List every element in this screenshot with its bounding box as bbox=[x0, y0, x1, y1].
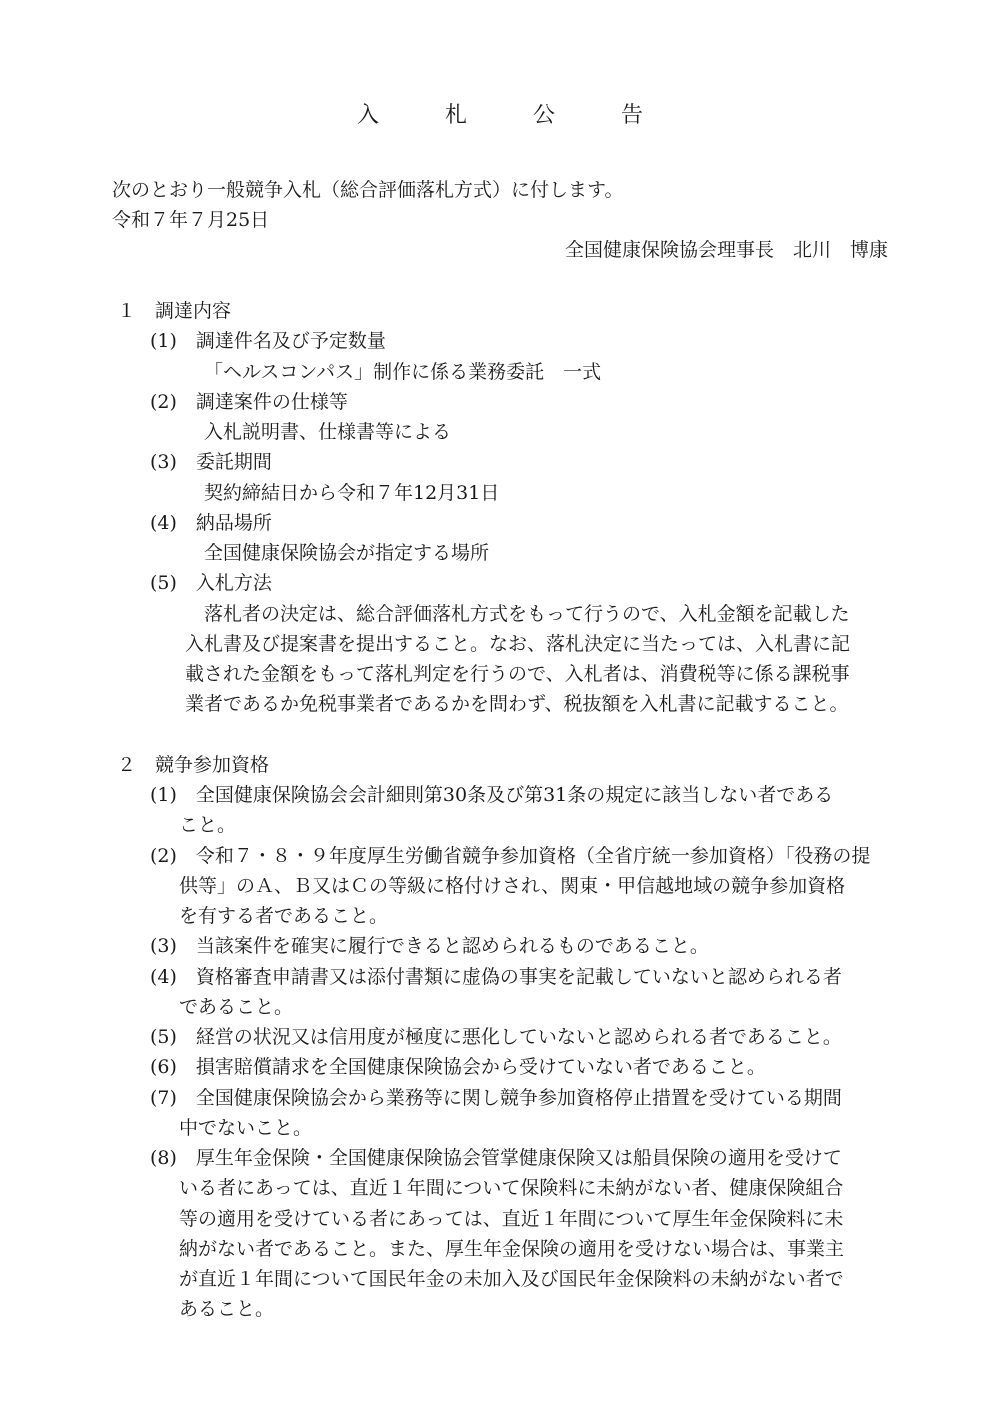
section1-item2-body: 入札説明書、仕様書等による bbox=[204, 421, 452, 443]
section2-item-line: (6) 損害賠償請求を全国健康保険協会から受けていない者であること。 bbox=[150, 1056, 766, 1078]
section2-item-line: であること。 bbox=[179, 996, 294, 1018]
section1-item5-line: 落札者の決定は、総合評価落札方式をもって行うので、入札金額を記載した bbox=[204, 603, 850, 625]
section1-item5-line: 業者であるか免税事業者であるかを問わず、税抜額を入札書に記載すること。 bbox=[185, 693, 849, 715]
section1-item4-body: 全国健康保険協会が指定する場所 bbox=[204, 542, 490, 564]
section1-item2-label: (2) 調達案件の仕様等 bbox=[150, 391, 348, 413]
section2-item-line: (3) 当該案件を確実に履行できると認められるものであること。 bbox=[150, 935, 709, 957]
section1-item5-line: 載された金額をもって落札判定を行うので、入札者は、消費税等に係る課税事 bbox=[185, 663, 850, 685]
intro-text: 次のとおり一般競争入札（総合評価落札方式）に付します。 bbox=[112, 179, 624, 201]
section1-heading: １ 調達内容 bbox=[117, 300, 232, 322]
section2-item-line: こと。 bbox=[179, 814, 237, 836]
section2-item-line: 供等」のＡ、Ｂ又はＣの等級に格付けされ、関東・甲信越地域の競争参加資格 bbox=[179, 875, 846, 897]
section1-item4-label: (4) 納品場所 bbox=[150, 512, 272, 534]
section1-item5-label: (5) 入札方法 bbox=[150, 572, 272, 594]
notice-date: 令和７年７月25日 bbox=[112, 209, 270, 231]
section2-item-line: を有する者であること。 bbox=[179, 905, 389, 927]
section2-item-line: が直近１年間について国民年金の未加入及び国民年金保険料の未納がない者で bbox=[179, 1268, 844, 1290]
section2-item-line: (8) 厚生年金保険・全国健康保険協会管掌健康保険又は船員保険の適用を受けて bbox=[150, 1147, 842, 1169]
section1-item3-body: 契約締結日から令和７年12月31日 bbox=[204, 482, 500, 504]
section1-item3-label: (3) 委託期間 bbox=[150, 451, 272, 473]
section1-item1-label: (1) 調達件名及び予定数量 bbox=[150, 330, 386, 352]
section2-item-line: (5) 経営の状況又は信用度が極度に悪化していないと認められる者であること。 bbox=[150, 1026, 842, 1048]
section2-item-line: あること。 bbox=[179, 1298, 275, 1320]
issuer-name: 全国健康保険協会理事長 北川 博康 bbox=[564, 239, 888, 261]
section2-item-line: 等の適用を受けている者にあっては、直近１年間について厚生年金保険料に未 bbox=[179, 1208, 844, 1230]
page-title: 入 札 公 告 bbox=[356, 103, 665, 128]
section2-heading: ２ 競争参加資格 bbox=[117, 754, 270, 776]
section1-item5-line: 入札書及び提案書を提出すること。なお、落札決定に当たっては、入札書に記 bbox=[185, 633, 851, 655]
section2-item-line: (1) 全国健康保険協会会計細則第30条及び第31条の規定に該当しない者である bbox=[150, 784, 834, 806]
section2-item-line: いる者にあっては、直近１年間について保険料に未納がない者、健康保険組合 bbox=[179, 1177, 844, 1199]
section2-item-line: (2) 令和７・８・９年度厚生労働省競争参加資格（全省庁統一参加資格）「役務の提 bbox=[150, 845, 871, 867]
section2-item-line: 中でないこと。 bbox=[179, 1117, 313, 1139]
section1-item1-body: 「ヘルスコンパス」制作に係る業務委託 一式 bbox=[204, 361, 602, 383]
section2-item-line: 納がない者であること。また、厚生年金保険の適用を受けない場合は、事業主 bbox=[179, 1238, 845, 1260]
section2-item-line: (7) 全国健康保険協会から業務等に関し競争参加資格停止措置を受けている期間 bbox=[150, 1087, 842, 1109]
section2-item-line: (4) 資格審査申請書又は添付書類に虚偽の事実を記載していないと認められる者 bbox=[150, 966, 842, 988]
